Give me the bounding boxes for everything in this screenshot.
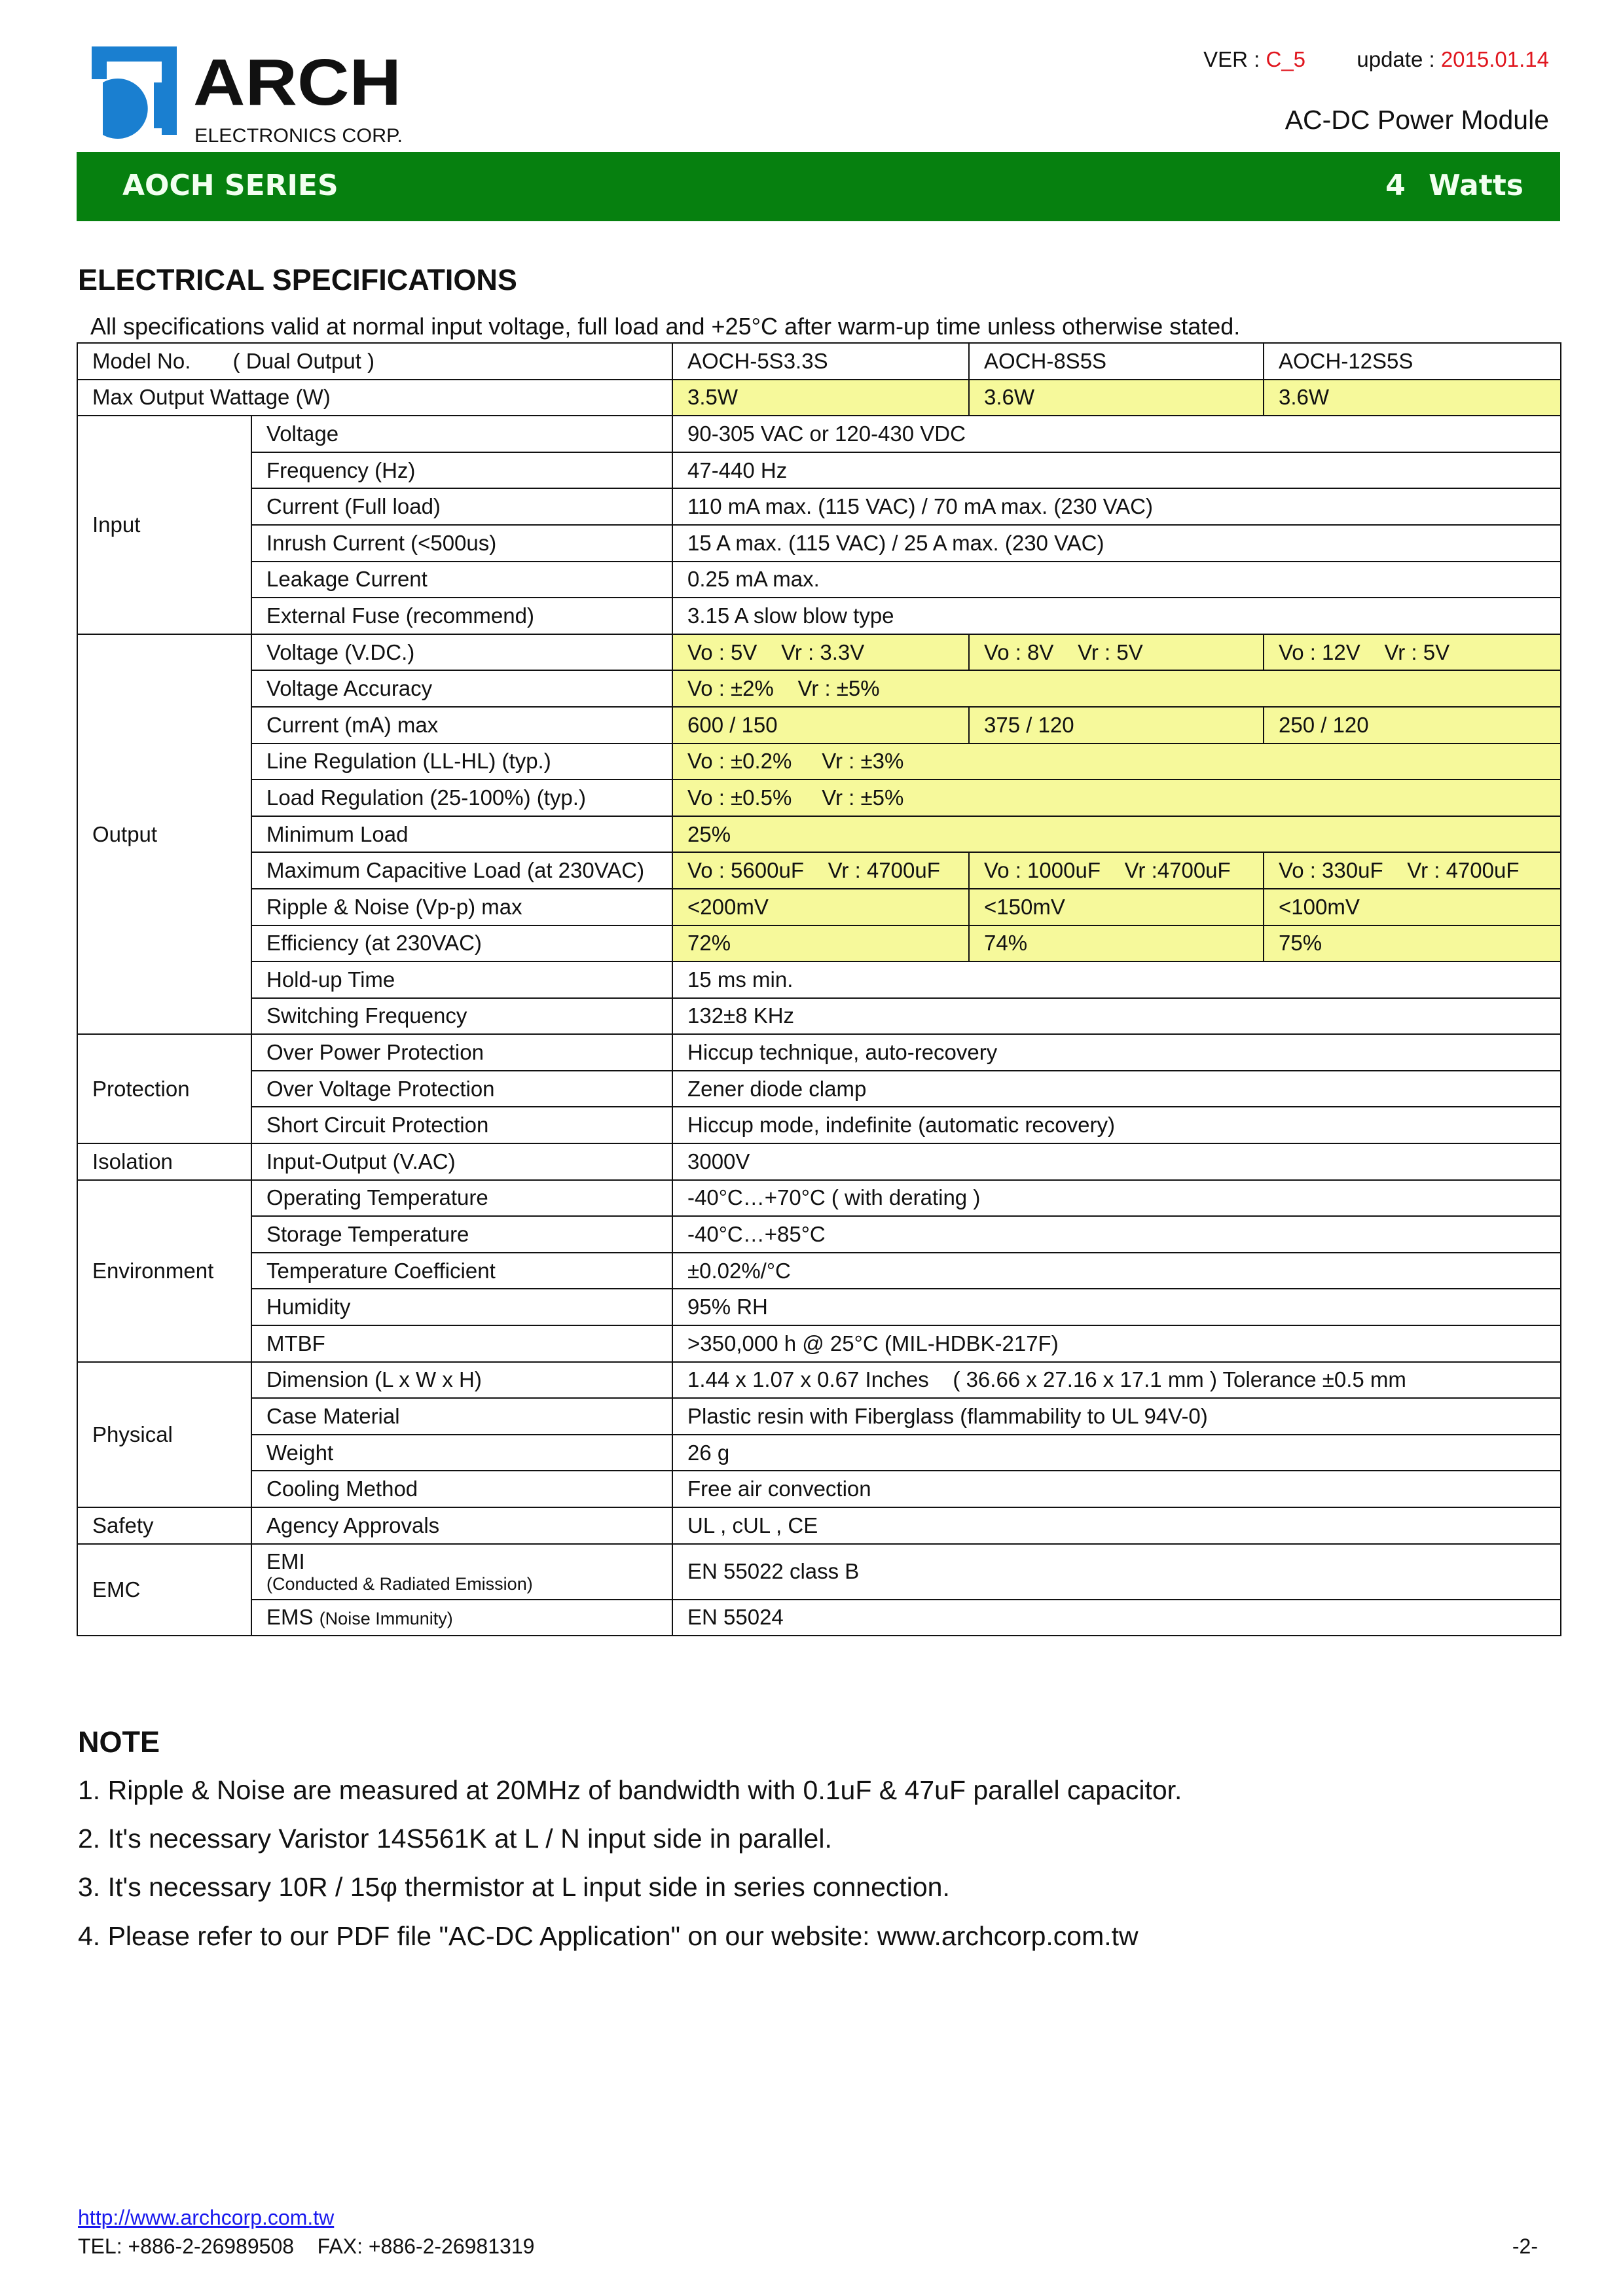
table-row [77, 744, 1561, 780]
table-row [77, 634, 1561, 671]
table-row [77, 1362, 1561, 1399]
param-value: 72% [672, 925, 969, 962]
param-label: Ripple & Noise (Vp-p) max [251, 889, 672, 925]
table-row [77, 889, 1561, 925]
param-value: 95% RH [672, 1289, 1561, 1325]
table-row [77, 1107, 1561, 1143]
param-label: Weight [251, 1435, 672, 1471]
table-row [77, 1253, 1561, 1289]
group-label: Physical [77, 1362, 251, 1507]
param-value: 3.15 A slow blow type [672, 598, 1561, 634]
table-row [77, 1398, 1561, 1435]
param-value: Zener diode clamp [672, 1071, 1561, 1107]
param-value: Hiccup technique, auto-recovery [672, 1034, 1561, 1071]
arch-logo [88, 41, 409, 147]
table-row [77, 998, 1561, 1035]
table-row [77, 343, 1561, 380]
group-label: Environment [77, 1180, 251, 1362]
param-label: Agency Approvals [251, 1507, 672, 1544]
group-label: Output [77, 634, 251, 1035]
group-label: Isolation [77, 1143, 251, 1180]
table-row [77, 925, 1561, 962]
param-label: Voltage [251, 416, 672, 452]
model-header: AOCH-12S5S [1264, 343, 1561, 380]
wattage-value: 3.6W [969, 380, 1264, 416]
table-row [77, 1544, 1561, 1600]
param-label: Current (Full load) [251, 488, 672, 525]
param-label: External Fuse (recommend) [251, 598, 672, 634]
logo-company-sub: ELECTRONICS CORP. [194, 125, 403, 147]
param-label: Minimum Load [251, 816, 672, 853]
table-row [77, 707, 1561, 744]
param-value: 110 mA max. (115 VAC) / 70 mA max. (230 VAC) [672, 488, 1561, 525]
logo-company: ARCH [193, 46, 401, 119]
param-label: Humidity [251, 1289, 672, 1325]
param-value: Vo : ±2% Vr : ±5% [672, 670, 1561, 707]
series-banner [77, 152, 1560, 221]
param-value: Vo : 8V Vr : 5V [969, 634, 1264, 671]
param-value: 132±8 KHz [672, 998, 1561, 1035]
param-value: Vo : 12V Vr : 5V [1264, 634, 1561, 671]
param-label: Frequency (Hz) [251, 452, 672, 489]
param-label: Operating Temperature [251, 1180, 672, 1217]
param-value: <150mV [969, 889, 1264, 925]
param-label: Load Regulation (25-100%) (typ.) [251, 780, 672, 816]
section-title: ELECTRICAL SPECIFICATIONS [78, 263, 517, 296]
param-value: Plastic resin with Fiberglass (flammability to UL 94V-0) [672, 1398, 1561, 1435]
model-header: AOCH-8S5S [969, 343, 1264, 380]
param-value: 90-305 VAC or 120-430 VDC [672, 416, 1561, 452]
param-label: Input-Output (V.AC) [251, 1143, 672, 1180]
param-label: Voltage (V.DC.) [251, 634, 672, 671]
table-row [77, 1325, 1561, 1362]
table-row [77, 780, 1561, 816]
wattage-label: Max Output Wattage (W) [77, 380, 672, 416]
table-row [77, 1435, 1561, 1471]
table-row [77, 562, 1561, 598]
param-value: <200mV [672, 889, 969, 925]
param-label: Inrush Current (<500us) [251, 525, 672, 562]
param-value: UL , cUL , CE [672, 1507, 1561, 1544]
table-row [77, 1507, 1561, 1544]
param-value: <100mV [1264, 889, 1561, 925]
param-value: EN 55022 class B [672, 1544, 1561, 1600]
param-label: Current (mA) max [251, 707, 672, 744]
series-watts: 4 Watts [1385, 169, 1523, 202]
param-label: Cooling Method [251, 1471, 672, 1507]
model-label: Model No. ( Dual Output ) [77, 343, 672, 380]
group-label: Input [77, 416, 251, 634]
param-note: (Noise Immunity) [319, 1609, 453, 1629]
table-row [77, 1034, 1561, 1071]
param-value: ±0.02%/°C [672, 1253, 1561, 1289]
ver-label: VER : [1203, 47, 1266, 71]
param-value: EN 55024 [672, 1600, 1561, 1636]
website-link[interactable]: http://www.archcorp.com.tw [78, 2206, 335, 2229]
param-main: EMI [266, 1549, 305, 1573]
note-item: 4. Please refer to our PDF file "AC-DC Application" on our website: www.archcorp.com.tw [78, 1921, 1139, 1951]
table-row [77, 670, 1561, 707]
table-row [77, 852, 1561, 889]
contact-info: TEL: +886-2-26989508 FAX: +886-2-26981319 [78, 2234, 535, 2258]
wattage-value: 3.6W [1264, 380, 1561, 416]
param-value: 0.25 mA max. [672, 562, 1561, 598]
param-value: -40°C…+70°C ( with derating ) [672, 1180, 1561, 1217]
param-value: Vo : 5600uF Vr : 4700uF [672, 852, 969, 889]
param-value: 1.44 x 1.07 x 0.67 Inches ( 36.66 x 27.16 x 17.1 mm ) Tolerance ±0.5 mm [672, 1362, 1561, 1399]
param-value: Free air convection [672, 1471, 1561, 1507]
param-value: Vo : 5V Vr : 3.3V [672, 634, 969, 671]
param-label: Maximum Capacitive Load (at 230VAC) [251, 852, 672, 889]
param-value: 74% [969, 925, 1264, 962]
param-label: Short Circuit Protection [251, 1107, 672, 1143]
table-row [77, 488, 1561, 525]
param-value: Vo : 1000uF Vr :4700uF [969, 852, 1264, 889]
param-value: -40°C…+85°C [672, 1216, 1561, 1253]
section-description: All specifications valid at normal input voltage, full load and +25°C after warm-up time unless otherwise stated. [90, 313, 1241, 340]
table-row [77, 816, 1561, 853]
update-label: update : [1357, 47, 1441, 71]
note-title: NOTE [78, 1725, 160, 1759]
table-row [77, 1600, 1561, 1636]
param-value: 3000V [672, 1143, 1561, 1180]
param-label [251, 1600, 672, 1636]
param-label: Over Power Protection [251, 1034, 672, 1071]
param-value: 250 / 120 [1264, 707, 1561, 744]
param-label: Storage Temperature [251, 1216, 672, 1253]
table-row [77, 1471, 1561, 1507]
param-value: 15 ms min. [672, 961, 1561, 998]
table-row [77, 961, 1561, 998]
param-label: Voltage Accuracy [251, 670, 672, 707]
param-label: Line Regulation (LL-HL) (typ.) [251, 744, 672, 780]
param-value: 26 g [672, 1435, 1561, 1471]
ver-value: C_5 [1266, 47, 1306, 71]
table-row [77, 1289, 1561, 1325]
param-value: Vo : ±0.2% Vr : ±3% [672, 744, 1561, 780]
series-name: AOCH SERIES [122, 169, 338, 202]
group-label: Safety [77, 1507, 251, 1544]
table-row [77, 452, 1561, 489]
param-value: Hiccup mode, indefinite (automatic recovery) [672, 1107, 1561, 1143]
spec-table [77, 342, 1561, 1636]
group-label: EMC [77, 1544, 251, 1636]
param-label: Leakage Current [251, 562, 672, 598]
param-main: EMS [266, 1605, 319, 1630]
table-row [77, 1071, 1561, 1107]
param-value: Vo : ±0.5% Vr : ±5% [672, 780, 1561, 816]
page-number: -2- [1512, 2234, 1538, 2258]
param-value: 600 / 150 [672, 707, 969, 744]
param-value: >350,000 h @ 25°C (MIL-HDBK-217F) [672, 1325, 1561, 1362]
table-row [77, 416, 1561, 452]
param-label: Efficiency (at 230VAC) [251, 925, 672, 962]
param-value: 25% [672, 816, 1561, 853]
param-label: Over Voltage Protection [251, 1071, 672, 1107]
param-label: Hold-up Time [251, 961, 672, 998]
param-value: 75% [1264, 925, 1561, 962]
param-value: Vo : 330uF Vr : 4700uF [1264, 852, 1561, 889]
param-note: (Conducted & Radiated Emission) [266, 1573, 533, 1594]
param-value: 375 / 120 [969, 707, 1264, 744]
note-item: 3. It's necessary 10R / 15φ thermistor at L input side in series connection. [78, 1872, 950, 1902]
table-row [77, 598, 1561, 634]
param-label: MTBF [251, 1325, 672, 1362]
model-header: AOCH-5S3.3S [672, 343, 969, 380]
table-row [77, 1143, 1561, 1180]
param-label: Temperature Coefficient [251, 1253, 672, 1289]
table-row [77, 1216, 1561, 1253]
wattage-value: 3.5W [672, 380, 969, 416]
param-value: 47-440 Hz [672, 452, 1561, 489]
param-label: Case Material [251, 1398, 672, 1435]
note-item: 2. It's necessary Varistor 14S561K at L / N input side in parallel. [78, 1823, 832, 1854]
param-label [251, 1544, 672, 1600]
table-row [77, 1180, 1561, 1217]
table-row [77, 525, 1561, 562]
param-label: Switching Frequency [251, 998, 672, 1035]
version-line [1203, 47, 1549, 72]
param-label: Dimension (L x W x H) [251, 1362, 672, 1399]
product-type: AC-DC Power Module [1285, 105, 1549, 135]
note-item: 1. Ripple & Noise are measured at 20MHz of bandwidth with 0.1uF & 47uF parallel capacitor. [78, 1775, 1182, 1805]
group-label: Protection [77, 1034, 251, 1143]
param-value: 15 A max. (115 VAC) / 25 A max. (230 VAC) [672, 525, 1561, 562]
table-row [77, 380, 1561, 416]
update-value: 2015.01.14 [1440, 47, 1549, 71]
